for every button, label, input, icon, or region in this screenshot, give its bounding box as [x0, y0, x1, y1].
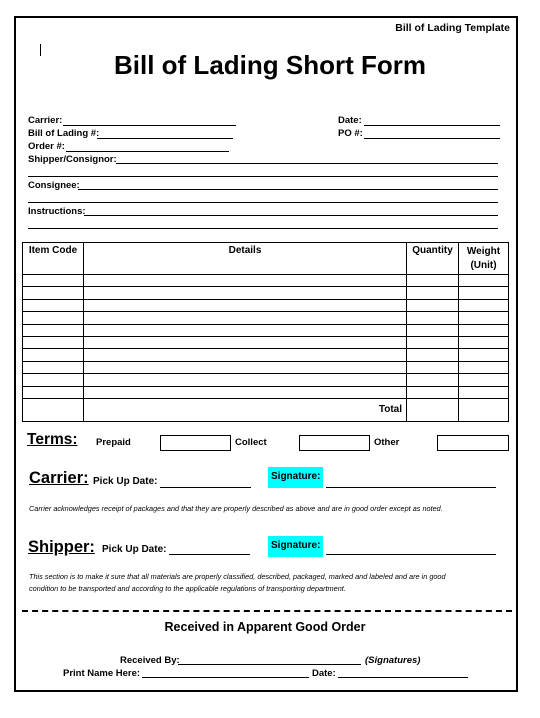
signatures-note: (Signatures) — [365, 655, 421, 666]
received-by-label: Received By: — [120, 655, 180, 666]
received-title: Received in Apparent Good Order — [164, 620, 366, 634]
order-field[interactable] — [66, 151, 229, 152]
po-field[interactable] — [364, 138, 500, 139]
consignee-field[interactable] — [78, 189, 498, 190]
terms-prepaid-label: Prepaid — [96, 437, 131, 448]
shipper-section-label: Shipper: — [28, 538, 95, 556]
table-row[interactable] — [23, 324, 509, 336]
carrier-pickup-label: Pick Up Date: — [93, 476, 158, 487]
total-quantity-cell[interactable] — [407, 398, 459, 421]
carrier-section-label: Carrier: — [29, 469, 89, 487]
shipper-signature-label: Signature: — [268, 536, 323, 557]
carrier-signature-field[interactable] — [326, 487, 496, 488]
shipper-consignor-field[interactable] — [116, 163, 498, 164]
table-row[interactable] — [23, 361, 509, 373]
page-title: Bill of Lading Short Form — [114, 50, 426, 80]
print-name-label: Print Name Here: — [63, 668, 141, 679]
carrier-label: Carrier: — [28, 115, 63, 126]
col-details: Details — [84, 243, 407, 275]
carrier-field[interactable] — [63, 125, 236, 126]
table-row[interactable] — [23, 287, 509, 299]
print-name-field[interactable] — [142, 677, 309, 678]
table-row[interactable] — [23, 386, 509, 398]
shipper-note-line-1: This section is to make it sure that all materials are properly classified, described, packaged, marked and labeled and are in good — [29, 572, 446, 581]
terms-label: Terms: — [27, 431, 78, 448]
received-by-field[interactable] — [178, 664, 361, 665]
terms-other-label: Other — [374, 437, 400, 448]
table-row[interactable] — [23, 374, 509, 386]
date-field[interactable] — [364, 125, 500, 126]
po-label: PO #: — [338, 128, 363, 139]
col-item-code: Item Code — [23, 243, 84, 275]
received-date-label: Date: — [312, 668, 336, 679]
other-box[interactable] — [437, 435, 509, 451]
table-row[interactable] — [23, 312, 509, 324]
carrier-note: Carrier acknowledges receipt of packages and that they are properly described as above and are in good order except as noted. — [29, 504, 443, 513]
shipper-consignor-label: Shipper/Consignor: — [28, 154, 117, 165]
bill-of-lading-field[interactable] — [97, 138, 233, 139]
shipper-pickup-label: Pick Up Date: — [102, 544, 167, 555]
date-label: Date: — [338, 115, 362, 126]
carrier-signature-label: Signature: — [268, 467, 323, 488]
order-label: Order #: — [28, 141, 65, 152]
bill-of-lading-label: Bill of Lading #: — [28, 128, 100, 139]
consignee-label: Consignee: — [28, 180, 80, 191]
items-table — [22, 242, 509, 422]
table-row[interactable] — [23, 299, 509, 311]
total-label: Total — [84, 398, 407, 421]
collect-box[interactable] — [299, 435, 370, 451]
shipper-consignor-field-2[interactable] — [28, 176, 498, 177]
shipper-note-line-2: condition to be transported and according to the applicable regulations of transporting department. — [29, 584, 346, 593]
consignee-field-2[interactable] — [28, 202, 498, 203]
shipper-pickup-field[interactable] — [169, 554, 250, 555]
table-row[interactable] — [23, 275, 509, 287]
col-quantity: Quantity — [407, 243, 459, 275]
terms-collect-label: Collect — [235, 437, 267, 448]
prepaid-box[interactable] — [160, 435, 231, 451]
table-row[interactable] — [23, 336, 509, 348]
template-label: Bill of Lading Template — [395, 22, 510, 34]
col-weight: Weight (Unit) — [459, 243, 509, 275]
dashed-divider — [22, 610, 512, 612]
table-total-row — [23, 398, 509, 421]
table-header-row — [23, 243, 509, 275]
table-row[interactable] — [23, 349, 509, 361]
carrier-pickup-field[interactable] — [160, 487, 251, 488]
shipper-signature-field[interactable] — [326, 554, 496, 555]
instructions-field-2[interactable] — [28, 228, 498, 229]
instructions-field[interactable] — [84, 215, 498, 216]
received-date-field[interactable] — [338, 677, 468, 678]
instructions-label: Instructions: — [28, 206, 86, 217]
total-weight-cell[interactable] — [459, 398, 509, 421]
